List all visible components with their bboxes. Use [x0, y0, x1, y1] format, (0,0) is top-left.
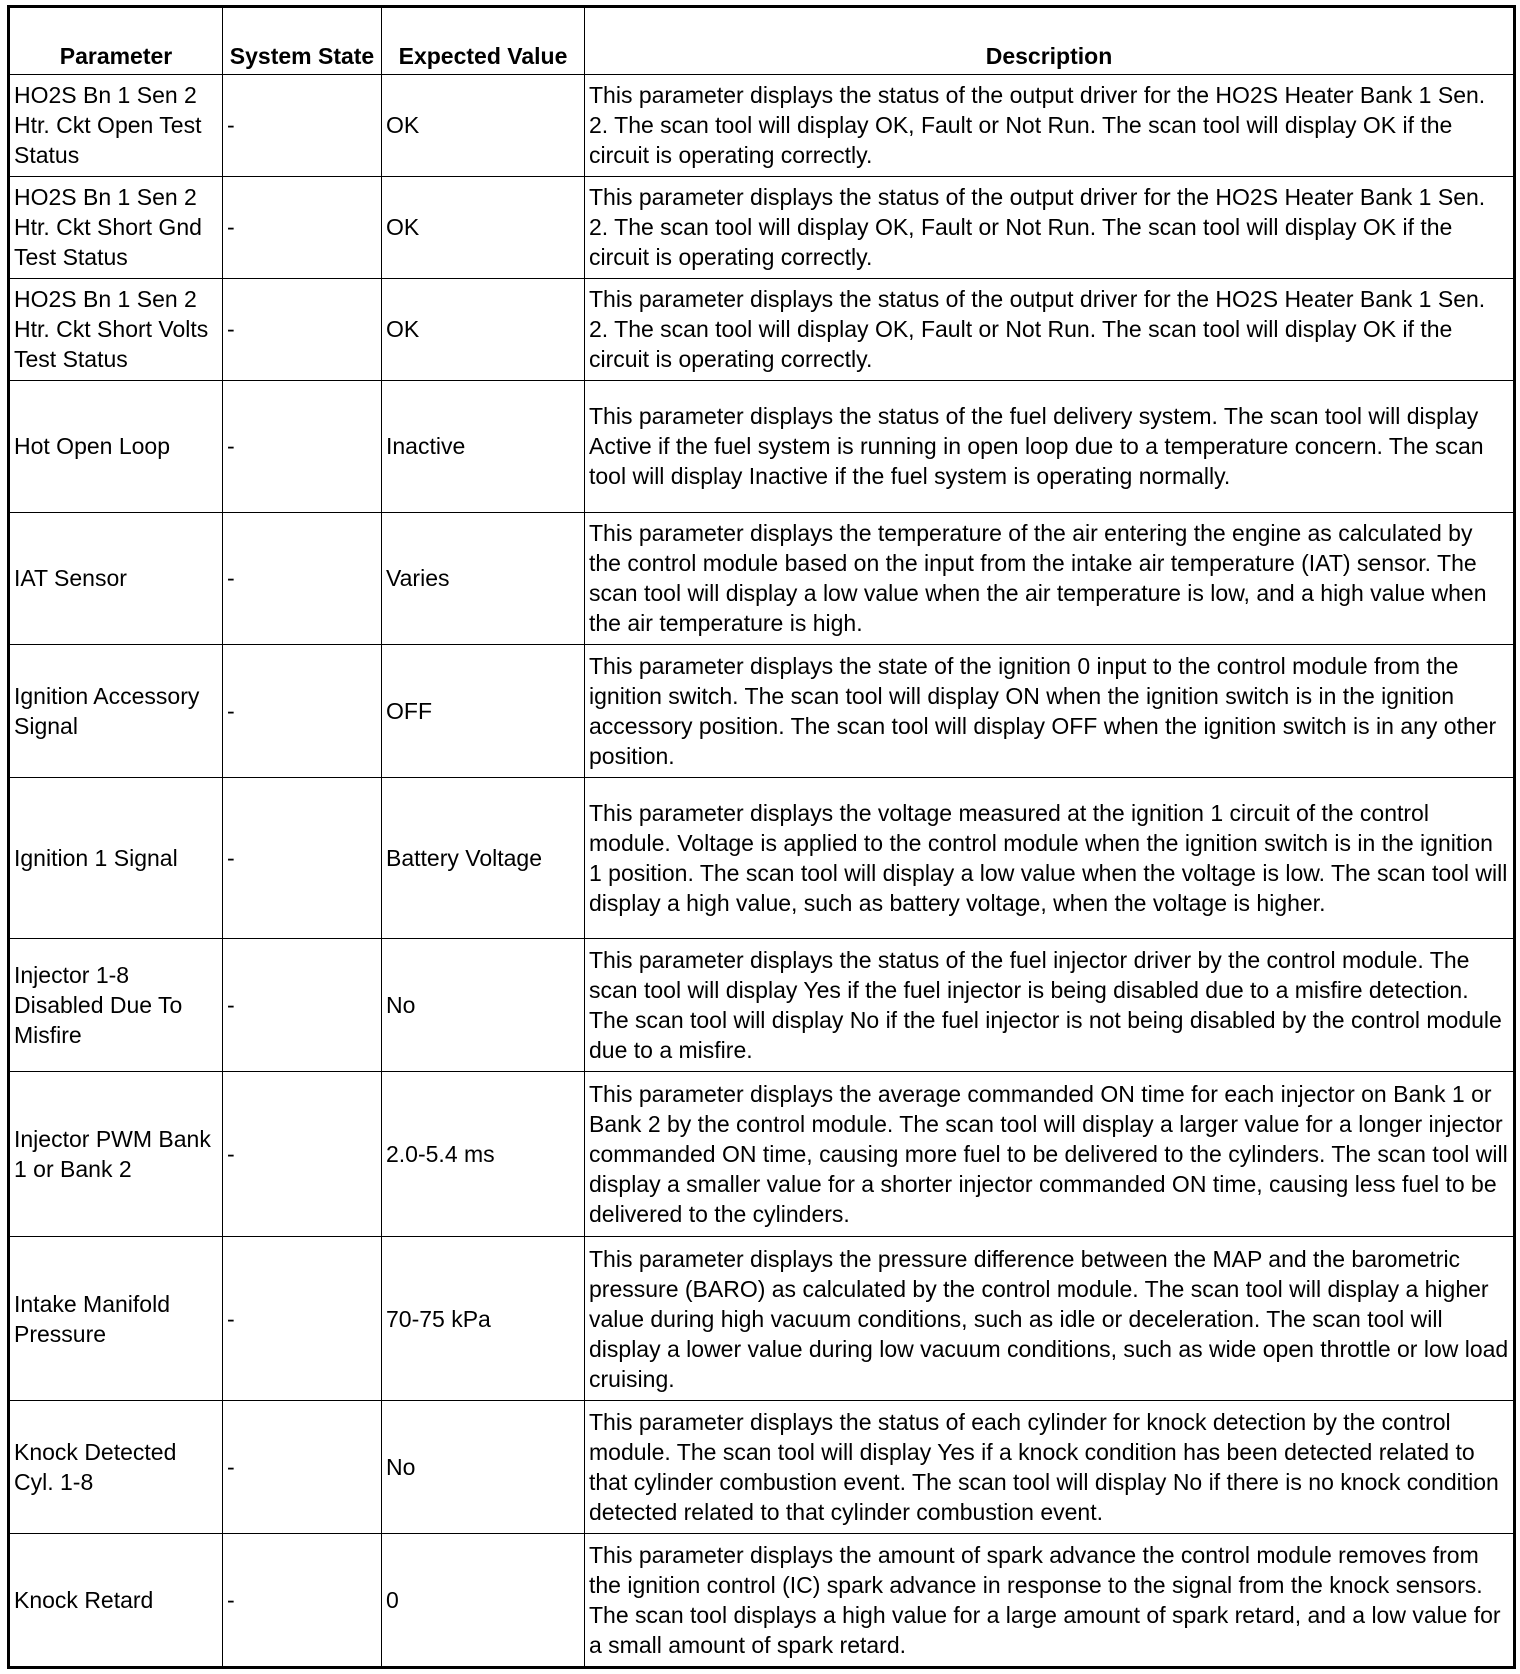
header-expected-value: Expected Value — [382, 7, 585, 75]
table-row — [9, 176, 1515, 278]
table-row — [9, 778, 1515, 939]
cell-expected-value: 70-75 kPa — [382, 1236, 585, 1401]
table-row — [9, 512, 1515, 645]
cell-expected-value: 2.0-5.4 ms — [382, 1072, 585, 1237]
header-parameter: Parameter — [9, 7, 223, 75]
cell-parameter: IAT Sensor — [9, 512, 223, 645]
cell-expected-value: OK — [382, 75, 585, 177]
cell-parameter: Knock Detected Cyl. 1-8 — [9, 1401, 223, 1534]
cell-expected-value: 0 — [382, 1534, 585, 1668]
cell-expected-value: Varies — [382, 512, 585, 645]
cell-parameter: Ignition 1 Signal — [9, 778, 223, 939]
cell-description: This parameter displays the temperature of the air entering the engine as calculated by the control module based on the input from the intake air temperature (IAT) sensor. The scan tool will display a low value when the air temperature is low, and a high value when the air temperature is high. — [585, 512, 1515, 645]
cell-system-state: - — [223, 278, 382, 380]
table-row — [9, 75, 1515, 177]
cell-system-state: - — [223, 176, 382, 278]
cell-description: This parameter displays the status of the output driver for the HO2S Heater Bank 1 Sen. 2. The scan tool will display OK, Fault or Not Run. The scan tool will display OK if the circuit is operating correctly. — [585, 176, 1515, 278]
cell-parameter: HO2S Bn 1 Sen 2 Htr. Ckt Short Gnd Test Status — [9, 176, 223, 278]
cell-description: This parameter displays the average commanded ON time for each injector on Bank 1 or Bank 2 by the control module. The scan tool will display a larger value for a longer injector commanded ON time, causing more fuel to be delivered to the cylinders. The scan tool will display a smaller value for a shorter injector commanded ON time, causing less fuel to be delivered to the cylinders. — [585, 1072, 1515, 1237]
cell-system-state: - — [223, 75, 382, 177]
cell-expected-value: No — [382, 939, 585, 1072]
cell-description: This parameter displays the status of the output driver for the HO2S Heater Bank 1 Sen. 2. The scan tool will display OK, Fault or Not Run. The scan tool will display OK if the circuit is operating correctly. — [585, 278, 1515, 380]
cell-description: This parameter displays the status of the fuel injector driver by the control module. The scan tool will display Yes if the fuel injector is being disabled due to a misfire detection. The scan tool will display No if the fuel injector is not being disabled by the control module due to a misfire. — [585, 939, 1515, 1072]
cell-expected-value: Battery Voltage — [382, 778, 585, 939]
cell-system-state: - — [223, 512, 382, 645]
cell-expected-value: OFF — [382, 645, 585, 778]
table-row — [9, 278, 1515, 380]
table-row — [9, 380, 1515, 512]
cell-description: This parameter displays the amount of spark advance the control module removes from the ignition control (IC) spark advance in response to the signal from the knock sensors. The scan tool displays a high value for a large amount of spark retard, and a low value for a small amount of spark retard. — [585, 1534, 1515, 1668]
cell-parameter: HO2S Bn 1 Sen 2 Htr. Ckt Open Test Status — [9, 75, 223, 177]
table-row — [9, 1401, 1515, 1534]
cell-system-state: - — [223, 380, 382, 512]
cell-expected-value: No — [382, 1401, 585, 1534]
cell-parameter: HO2S Bn 1 Sen 2 Htr. Ckt Short Volts Test Status — [9, 278, 223, 380]
cell-system-state: - — [223, 1072, 382, 1237]
parameter-table — [7, 5, 1516, 1669]
cell-system-state: - — [223, 645, 382, 778]
cell-parameter: Hot Open Loop — [9, 380, 223, 512]
cell-parameter: Injector 1-8 Disabled Due To Misfire — [9, 939, 223, 1072]
cell-system-state: - — [223, 778, 382, 939]
cell-system-state: - — [223, 1401, 382, 1534]
cell-description: This parameter displays the status of the output driver for the HO2S Heater Bank 1 Sen. 2. The scan tool will display OK, Fault or Not Run. The scan tool will display OK if the circuit is operating correctly. — [585, 75, 1515, 177]
cell-expected-value: OK — [382, 176, 585, 278]
cell-system-state: - — [223, 1534, 382, 1668]
table-row — [9, 1072, 1515, 1237]
document-page — [7, 5, 1513, 1669]
header-description: Description — [585, 7, 1515, 75]
header-row — [9, 7, 1515, 75]
table-row — [9, 1534, 1515, 1668]
cell-parameter: Intake Manifold Pressure — [9, 1236, 223, 1401]
cell-description: This parameter displays the voltage measured at the ignition 1 circuit of the control module. Voltage is applied to the control module when the ignition switch is in the ignition 1 position. The scan tool will display a low value when the voltage is low. The scan tool will display a high value, such as battery voltage, when the voltage is higher. — [585, 778, 1515, 939]
cell-description: This parameter displays the pressure difference between the MAP and the barometric pressure (BARO) as calculated by the control module. The scan tool will display a higher value during high vacuum conditions, such as idle or deceleration. The scan tool will display a lower value during low vacuum conditions, such as wide open throttle or low load cruising. — [585, 1236, 1515, 1401]
table-row — [9, 645, 1515, 778]
cell-description: This parameter displays the status of the fuel delivery system. The scan tool will display Active if the fuel system is running in open loop due to a temperature concern. The scan tool will display Inactive if the fuel system is operating normally. — [585, 380, 1515, 512]
cell-parameter: Knock Retard — [9, 1534, 223, 1668]
cell-parameter: Injector PWM Bank 1 or Bank 2 — [9, 1072, 223, 1237]
header-system-state: System State — [223, 7, 382, 75]
table-row — [9, 939, 1515, 1072]
cell-expected-value: OK — [382, 278, 585, 380]
table-row — [9, 1236, 1515, 1401]
cell-system-state: - — [223, 1236, 382, 1401]
cell-parameter: Ignition Accessory Signal — [9, 645, 223, 778]
cell-expected-value: Inactive — [382, 380, 585, 512]
cell-system-state: - — [223, 939, 382, 1072]
cell-description: This parameter displays the status of each cylinder for knock detection by the control module. The scan tool will display Yes if a knock condition has been detected related to that cylinder combustion event. The scan tool will display No if there is no knock condition detected related to that cylinder combustion event. — [585, 1401, 1515, 1534]
cell-description: This parameter displays the state of the ignition 0 input to the control module from the ignition switch. The scan tool will display ON when the ignition switch is in the ignition accessory position. The scan tool will display OFF when the ignition switch is in any other position. — [585, 645, 1515, 778]
